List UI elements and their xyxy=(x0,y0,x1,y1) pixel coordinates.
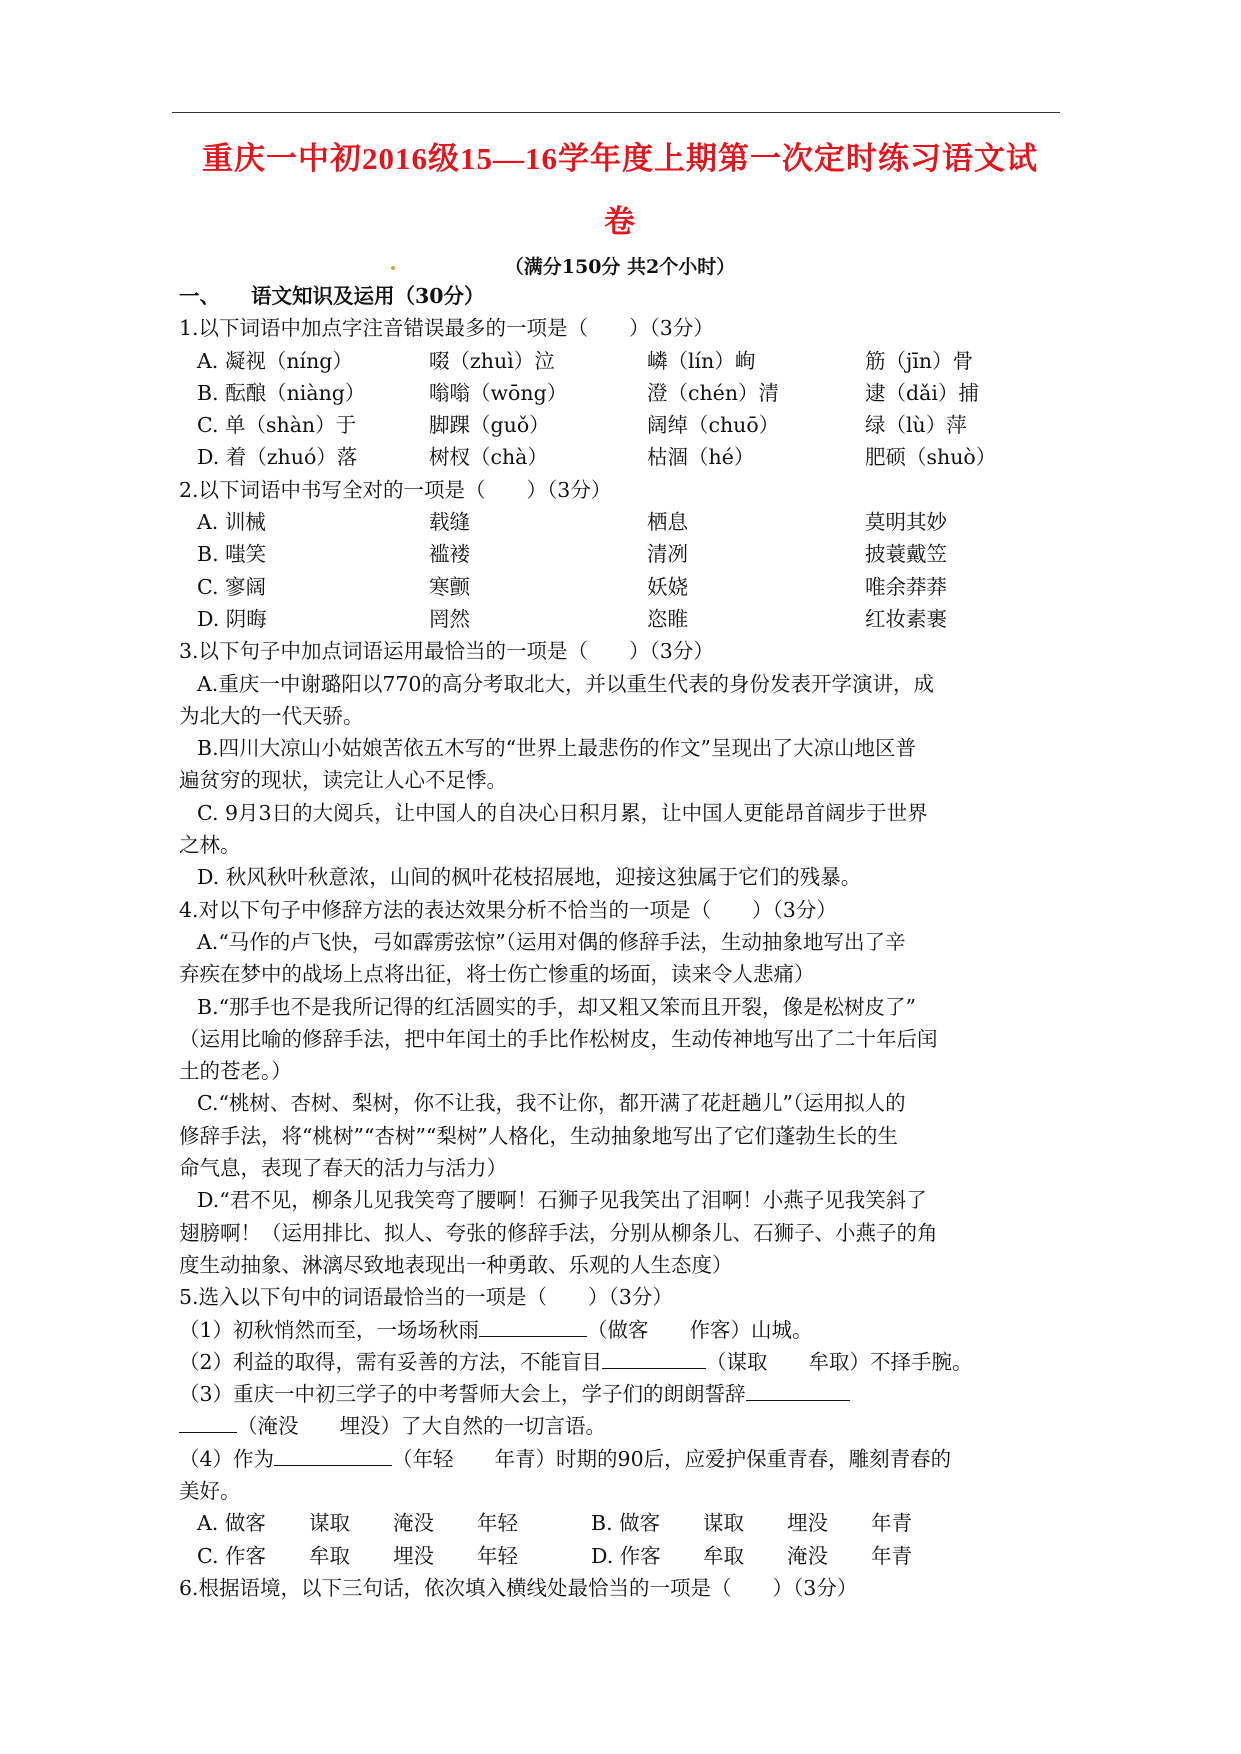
option-cell: 清冽 xyxy=(647,542,688,567)
question-5-sentence-1: （1）初秋悄然而至，一场场秋雨 （做客 作客）山城。 xyxy=(179,1317,813,1342)
option-cell: B. 嗤笑 xyxy=(197,542,267,567)
question-5-sentence-3: （3）重庆一中初三学子的中考誓师大会上，学子们的朗朗誓辞 xyxy=(179,1378,1104,1410)
question-5-sentence-4: （4）作为 （年轻 年青）时期的90后，应爱护保重青春，雕刻青春的 xyxy=(179,1446,952,1471)
option-cell: 唯余莽莽 xyxy=(865,574,947,599)
text-line: 度生动抽象、淋漓尽致地表现出一种勇敢、乐观的人生态度） xyxy=(179,1252,733,1277)
option-row xyxy=(179,409,1104,441)
option-cell: D. 作客 xyxy=(591,1543,661,1568)
text-line: D. 秋风秋叶秋意浓，山间的枫叶花枝招展地，迎接这独属于它们的残暴。 xyxy=(197,865,862,890)
question-2-options xyxy=(179,506,1104,635)
question-1-stem: 1.以下词语中加点字注音错误最多的一项是（ ）（3分） xyxy=(179,316,714,341)
section-label: 语文知识及运用（30分） xyxy=(251,284,485,308)
text-line: 为北大的一代天骄。 xyxy=(179,703,364,728)
answer-blank[interactable] xyxy=(274,1445,392,1466)
question-3-options xyxy=(179,668,1104,894)
option-cell: 树杈（chà） xyxy=(429,445,548,470)
option-cell: 谋取 xyxy=(703,1511,744,1536)
option-cell: 嶙（lín）峋 xyxy=(647,348,756,373)
option-cell: 澄（chén）清 xyxy=(647,380,780,405)
question-4-options xyxy=(179,926,1104,1281)
page-title: 重庆一中初2016级15—16学年度上期第一次定时练习语文试 xyxy=(202,141,1038,176)
option-cell: 逮（dǎi）捕 xyxy=(865,380,979,405)
text-line: 命气息，表现了春天的活力与活力） xyxy=(179,1156,507,1181)
page-subtitle: （满分150分 共2个小时） xyxy=(504,256,736,278)
option-cell: 牟取 xyxy=(703,1543,744,1568)
question-5-sentence-4-cont: 美好。 xyxy=(179,1478,241,1503)
text-line: （运用比喻的修辞手法，把中年闰土的手比作松树皮，生动传神地写出了二十年后闰 xyxy=(179,1026,938,1051)
option-cell: C. 寥阔 xyxy=(197,574,266,599)
option-cell: 年青 xyxy=(871,1511,912,1536)
option-row xyxy=(179,603,1104,635)
option-row xyxy=(179,345,1104,377)
option-cell: 埋没 xyxy=(787,1511,828,1536)
option-cell: 阔绰（chuō） xyxy=(647,413,780,438)
option-cell: A. 训械 xyxy=(197,510,266,535)
option-cell: 年青 xyxy=(871,1543,912,1568)
question-5-sentence-3-cont: （淹没 埋没）了大自然的一切言语。 xyxy=(179,1410,1104,1442)
option-cell: A. 凝视（níng） xyxy=(197,348,353,373)
option-cell: 牟取 xyxy=(309,1543,350,1568)
option-cell: 枯涸（hé） xyxy=(647,445,755,470)
text-line: 修辞手法，将“桃树”“杏树”“梨树”人格化，生动抽象地写出了它们蓬勃生长的生 xyxy=(179,1123,898,1148)
option-cell: 嗡嗡（wōng） xyxy=(429,380,568,405)
option-row xyxy=(179,377,1104,409)
option-row xyxy=(179,506,1104,538)
option-cell: 谋取 xyxy=(309,1511,350,1536)
answer-blank[interactable] xyxy=(179,1412,237,1433)
answer-blank[interactable] xyxy=(479,1316,587,1337)
text-line: A.“马作的卢飞快，弓如霹雳弦惊”（运用对偶的修辞手法，生动抽象地写出了辛 xyxy=(197,929,906,954)
option-row xyxy=(179,1507,1104,1539)
text-line: C.“桃树、杏树、梨树，你不让我，我不让你，都开满了花赶趟儿”（运用拟人的 xyxy=(197,1091,906,1116)
option-cell: 载缝 xyxy=(429,510,470,535)
option-cell: 筋（jīn）骨 xyxy=(865,348,974,373)
option-cell: 淹没 xyxy=(393,1511,434,1536)
text-line: C. 9月3日的大阅兵，让中国人的自决心日积月累，让中国人更能昂首阔步于世界 xyxy=(197,800,928,825)
question-4-stem: 4.对以下句子中修辞方法的表达效果分析不恰当的一项是（ ）（3分） xyxy=(179,897,837,922)
option-cell: 罔然 xyxy=(429,606,470,631)
option-cell: 脚踝（guǒ） xyxy=(429,413,550,438)
question-2-stem: 2.以下词语中书写全对的一项是（ ）（3分） xyxy=(179,477,612,502)
text-line: 遍贫穷的现状，读完让人心不足悸。 xyxy=(179,768,507,793)
option-cell: 啜（zhuì）泣 xyxy=(429,348,555,373)
section-number: 一、 xyxy=(179,284,220,308)
text-line: 土的苍老。） xyxy=(179,1059,292,1084)
option-cell: 披蓑戴笠 xyxy=(865,542,947,567)
text-line: 翅膀啊！（运用排比、拟人、夸张的修辞手法，分别从柳条儿、石狮子、小燕子的角 xyxy=(179,1220,938,1245)
text-line: B.四川大凉山小姑娘苦依五木写的“世界上最悲伤的作文”呈现出了大凉山地区普 xyxy=(197,736,917,761)
option-row xyxy=(179,571,1104,603)
option-cell: 寒颤 xyxy=(429,574,470,599)
option-cell: A. 做客 xyxy=(197,1511,266,1536)
page-title-continued: 卷 xyxy=(604,204,636,239)
option-cell: C. 作客 xyxy=(197,1543,266,1568)
option-cell: 红妆素裹 xyxy=(865,606,947,631)
option-cell: 褴褛 xyxy=(429,542,470,567)
option-cell: 恣睢 xyxy=(647,606,688,631)
option-cell: C. 单（shàn）于 xyxy=(197,413,357,438)
exam-content xyxy=(179,280,1104,1604)
text-line: 弃疾在梦中的战场上点将出征，将士伤亡惨重的场面，读来令人悲痛） xyxy=(179,962,815,987)
text-line: B.“那手也不是我所记得的红活圆实的手，却又粗又笨而且开裂，像是松树皮了” xyxy=(197,994,917,1019)
text-line: A.重庆一中谢璐阳以770的高分考取北大，并以重生代表的身份发表开学演讲，成 xyxy=(197,671,934,696)
question-3-stem: 3.以下句子中加点词语运用最恰当的一项是（ ）（3分） xyxy=(179,639,714,664)
option-row xyxy=(179,441,1104,473)
section-heading xyxy=(179,280,1104,312)
header-rule xyxy=(172,112,1060,113)
question-5-stem: 5.选入以下句中的词语最恰当的一项是（ ）（3分） xyxy=(179,1285,673,1310)
option-cell: 埋没 xyxy=(393,1543,434,1568)
decorative-dot xyxy=(391,266,395,270)
option-row xyxy=(179,1540,1104,1572)
option-cell: B. 做客 xyxy=(591,1511,661,1536)
text-line: D.“君不见，柳条儿见我笑弯了腰啊！石狮子见我笑出了泪啊！小燕子见我笑斜了 xyxy=(197,1188,927,1213)
question-6-stem: 6.根据语境，以下三句话，依次填入横线处最恰当的一项是（ ）（3分） xyxy=(179,1575,858,1600)
answer-blank[interactable] xyxy=(602,1348,706,1369)
answer-blank[interactable] xyxy=(746,1380,850,1401)
question-5-sentence-2: （2）利益的取得，需有妥善的方法，不能盲目 （谋取 牟取）不择手腕。 xyxy=(179,1349,973,1374)
text-line: 之林。 xyxy=(179,833,241,858)
option-cell: 栖息 xyxy=(647,510,688,535)
option-cell: D. 阴晦 xyxy=(197,606,267,631)
option-cell: D. 着（zhuó）落 xyxy=(197,445,358,470)
question-5-options xyxy=(179,1507,1104,1572)
option-cell: 淹没 xyxy=(787,1543,828,1568)
option-cell: 莫明其妙 xyxy=(865,510,947,535)
option-cell: B. 酝酿（niàng） xyxy=(197,380,366,405)
option-row xyxy=(179,538,1104,570)
option-cell: 年轻 xyxy=(477,1511,518,1536)
question-1-options xyxy=(179,345,1104,474)
option-cell: 肥硕（shuò） xyxy=(865,445,997,470)
option-cell: 年轻 xyxy=(477,1543,518,1568)
option-cell: 妖娆 xyxy=(647,574,688,599)
option-cell: 绿（lù）萍 xyxy=(865,413,967,438)
